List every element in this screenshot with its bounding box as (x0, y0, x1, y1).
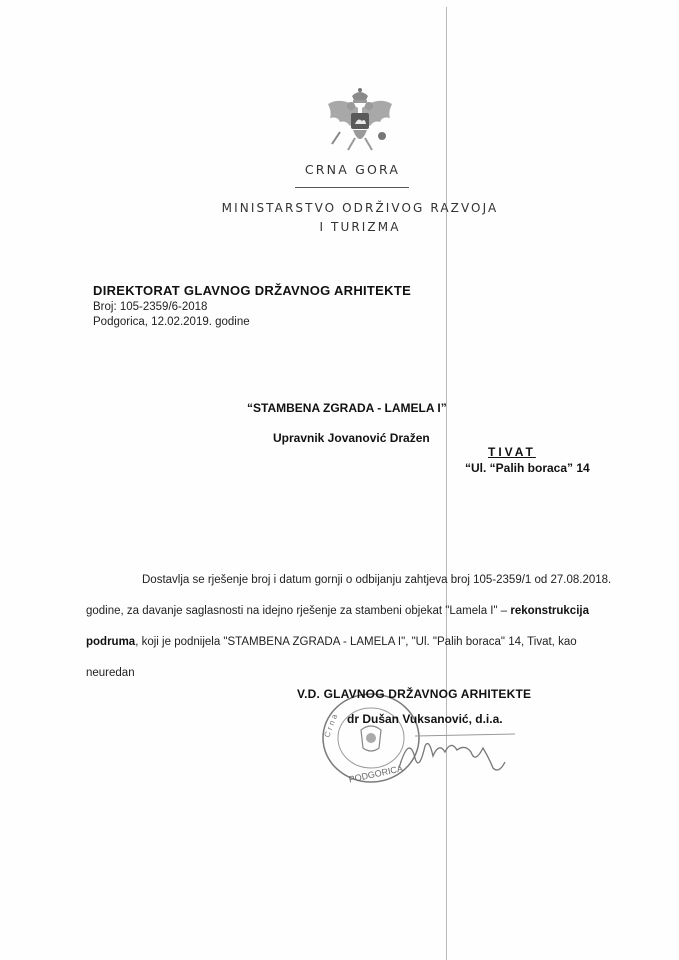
department-name: DIREKTORAT GLAVNOG DRŽAVNOG ARHITEKTE (93, 283, 412, 298)
montenegro-coat-of-arms-icon (322, 86, 398, 154)
recipient-name: “STAMBENA ZGRADA - LAMELA I” (247, 401, 447, 415)
body-line-3-text: , koji je podnijela "STAMBENA ZGRADA - LAMELA I", "Ul. "Palih boraca" 14, Tivat, kao (135, 635, 577, 648)
reference-number: Broj: 105-2359/6-2018 (93, 301, 208, 313)
signatory-title: V.D. GLAVNOG DRŽAVNOG ARHITEKTE (297, 687, 532, 701)
header-divider (295, 187, 409, 188)
ministry-name-line1: MINISTARSTVO ODRŽIVOG RAZVOJA (221, 201, 499, 215)
place-and-date: Podgorica, 12.02.2019. godine (93, 316, 250, 328)
body-line-2-text: godine, za davanje saglasnosti na idejno rješenje za stambeni objekat "Lamela I" – (86, 604, 511, 617)
body-line-2-bold: rekonstrukcija (510, 604, 589, 617)
country-name: CRNA GORA (304, 162, 401, 177)
body-line-3-bold: podruma (86, 635, 136, 648)
body-line-2 (86, 604, 596, 620)
recipient-city: TIVAT (488, 445, 536, 459)
handwritten-signature-icon (395, 728, 535, 778)
recipient-street: “Ul. “Palih boraca” 14 (465, 461, 590, 475)
ministry-name-line2: I TURIZMA (319, 220, 401, 234)
scan-fold-line (446, 7, 447, 960)
stamp-city-text: PODGORICA (347, 763, 404, 785)
signatory-name: dr Dušan Vuksanović, d.i.a. (347, 712, 503, 726)
letter-body (86, 557, 612, 697)
body-line-1: Dostavlja se rješenje broj i datum gornji o odbijanju zahtjeva broj 105-2359/1 od 27.08.2018. (142, 573, 612, 586)
ministry-name (0, 199, 679, 237)
recipient-manager: Upravnik Jovanović Dražen (273, 431, 430, 445)
body-line-4: neuredan (86, 666, 135, 679)
body-line-3 (86, 635, 596, 651)
svg-text:C r n a: C r n a (322, 713, 340, 739)
